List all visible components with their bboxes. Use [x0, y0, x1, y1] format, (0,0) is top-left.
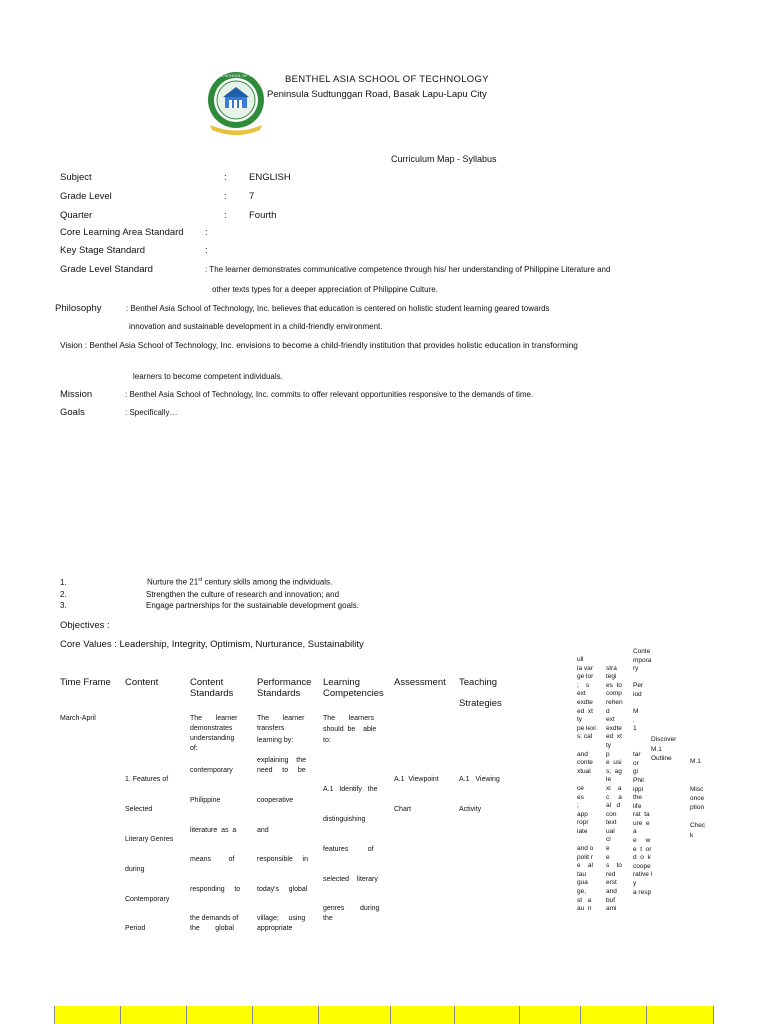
content-line: Period — [125, 925, 146, 932]
core-learning-area-label: Core Learning Area Standard — [60, 227, 184, 238]
performance-standards-line: explaining the — [257, 757, 307, 764]
colon: : — [205, 245, 208, 256]
competencies-line: the — [323, 915, 333, 922]
teaching-line: Activity — [459, 806, 482, 813]
goal-text-2: century skills among the individuals. — [202, 577, 333, 587]
colon: : — [224, 210, 227, 221]
table-cell-divider — [120, 1006, 121, 1024]
header-performance-standards-2: Standards — [257, 688, 301, 699]
content-standards-line: The learner — [190, 715, 238, 722]
quarter-value: Fourth — [249, 210, 277, 221]
performance-standards-line: The learner — [257, 715, 305, 722]
assessment-line: Chart — [394, 806, 412, 813]
content-standards-line: means of — [190, 856, 235, 863]
logo-ring-text: BENTHEL ASIA SCHOOL OF TECHNOLOGY — [195, 73, 277, 78]
subject-label: Subject — [60, 172, 92, 183]
competencies-line: distinguishing — [323, 816, 366, 823]
content-standards-line: Philippine — [190, 797, 221, 804]
philosophy-label: Philosophy — [55, 303, 102, 314]
school-name: BENTHEL ASIA SCHOOL OF TECHNOLOGY — [285, 74, 489, 85]
overflow-column-3: Conte mpora ry Per iod M . 1 tar or gi Phil ippi the life rat ta ure e a e w e t or d o k coope rative l y a resp — [633, 648, 653, 896]
competencies-line: should be able — [323, 726, 377, 733]
performance-standards-line: learning by: — [257, 737, 294, 744]
table-cell-divider — [580, 1006, 581, 1024]
teaching-line: A.1 Viewing — [459, 776, 500, 783]
overflow-column-1: ull la var ge lor ; s ext exdte ed xt ty pe lexi s; cal and conte xtual ce es ; app ropr iate and o polit r e al tau gua ge, st a au n — [577, 656, 596, 913]
mission-text: : Benthel Asia School of Technology, Inc. commits to offer relevant opportunities responsive to the demands of time. — [125, 390, 534, 399]
header-time-frame: Time Frame — [60, 677, 111, 688]
competencies-line: The learners — [323, 715, 374, 722]
performance-standards-line: cooperative — [257, 797, 294, 804]
performance-standards-line: appropriate — [257, 925, 293, 932]
grade-level-value: 7 — [249, 191, 255, 202]
table-cell-divider — [519, 1006, 520, 1024]
document-title: Curriculum Map - Syllabus — [391, 154, 497, 164]
school-logo — [195, 70, 277, 136]
overflow-column-5: M.1 Misc once ption Chec k — [690, 758, 706, 839]
goals-label: Goals — [60, 407, 85, 418]
content-standards-line: responding to — [190, 886, 241, 893]
subject-value: ENGLISH — [249, 172, 291, 183]
header-assessment: Assessment — [394, 677, 446, 688]
goals-text: : Specifically… — [125, 408, 178, 417]
goal-item: Strengthen the culture of research and innovation; and — [146, 590, 340, 599]
goal-superscript: st — [198, 577, 203, 583]
performance-standards-line: transfers — [257, 725, 285, 732]
next-table-header-row — [54, 1006, 714, 1024]
table-cell-divider — [54, 1006, 55, 1024]
quarter-label: Quarter — [60, 210, 93, 221]
content-line: Literary Genres — [125, 836, 174, 843]
performance-standards-line: village; using — [257, 915, 306, 922]
header-content-standards: Content — [190, 677, 224, 688]
content-standards-line: understanding — [190, 735, 235, 742]
competencies-line: to: — [323, 737, 331, 744]
content-standards-line: the demands of — [190, 915, 239, 922]
header-learning-competencies: Learning — [323, 677, 360, 688]
header-teaching-strategies-2: Strategies — [459, 698, 502, 709]
content-standards-line: contemporary — [190, 767, 233, 774]
content-standards-line: the global — [190, 925, 234, 932]
table-cell-divider — [646, 1006, 647, 1024]
competencies-line: genres during — [323, 905, 380, 912]
table-cell-divider — [318, 1006, 319, 1024]
content-standards-line: demonstrates — [190, 725, 233, 732]
goal-number: 1. — [60, 578, 67, 587]
overflow-column-4: Discover M.1 Outline — [651, 736, 677, 762]
vision-text-2: learners to become competent individuals. — [133, 372, 283, 381]
table-cell-divider — [186, 1006, 187, 1024]
goal-number: 3. — [60, 601, 67, 610]
school-address: Peninsula Sudtunggan Road, Basak Lapu-Lapu City — [267, 89, 487, 100]
goal-text: Nurture the 21 — [147, 577, 199, 587]
header-learning-competencies-2: Competencies — [323, 688, 384, 699]
performance-standards-line: today's global — [257, 886, 308, 893]
assessment-line: A.1 Viewpoint — [394, 776, 439, 783]
colon: : — [224, 191, 227, 202]
content-standards-line: literature as a — [190, 827, 237, 834]
competencies-line: features of — [323, 846, 374, 853]
goal-item: Engage partnerships for the sustainable development goals. — [146, 601, 360, 610]
colon: : — [224, 172, 227, 183]
goal-item — [147, 577, 332, 587]
key-stage-label: Key Stage Standard — [60, 245, 146, 256]
performance-standards-line: need to be — [257, 767, 306, 774]
header-teaching-strategies: Teaching — [459, 677, 498, 688]
competencies-line: A.1 Identify the — [323, 786, 378, 793]
grade-level-standard-label: Grade Level Standard — [60, 264, 153, 275]
time-frame-cell: March-April — [60, 715, 96, 722]
overflow-column-2: stra tegi es to comp rehen d ext exdte ed xt ty p e usi s; ag le xi a c a al d con text ual cl e e s to red erst and buf ami — [606, 664, 623, 913]
competencies-line: selected literary — [323, 876, 378, 883]
table-cell-divider — [454, 1006, 455, 1024]
table-cell-divider — [713, 1006, 714, 1024]
header-content: Content — [125, 677, 159, 688]
content-line: 1. Features of — [125, 776, 169, 783]
goal-number: 2. — [60, 590, 67, 599]
colon: : — [205, 227, 208, 238]
grade-level-standard-text: : The learner demonstrates communicative competence through his/ her understanding of Philippine Literature and — [205, 265, 611, 274]
objectives-label: Objectives : — [60, 620, 110, 631]
core-values: Core Values : Leadership, Integrity, Optimism, Nurturance, Sustainability — [60, 639, 364, 650]
vision-text: Vision : Benthel Asia School of Technology, Inc. envisions to become a child-friendly institution that provides holistic education in transforming — [60, 340, 578, 350]
grade-level-standard-text-2: other texts types for a deeper appreciation of Philippine Culture. — [212, 285, 438, 294]
performance-standards-line: responsible in — [257, 856, 308, 863]
philosophy-text-2: innovation and sustainable development in a child-friendly environment. — [129, 322, 383, 331]
grade-level-label: Grade Level — [60, 191, 112, 202]
content-standards-line: of: — [190, 745, 198, 752]
performance-standards-line: and — [257, 827, 269, 834]
content-line: Contemporary — [125, 896, 170, 903]
header-performance-standards: Performance — [257, 677, 312, 688]
content-line: Selected — [125, 806, 153, 813]
mission-label: Mission — [60, 389, 93, 400]
table-cell-divider — [390, 1006, 391, 1024]
philosophy-text: : Benthel Asia School of Technology, Inc. believes that education is centered on holistic student learning geared towards — [126, 304, 550, 313]
content-line: during — [125, 866, 145, 873]
table-cell-divider — [252, 1006, 253, 1024]
header-content-standards-2: Standards — [190, 688, 234, 699]
